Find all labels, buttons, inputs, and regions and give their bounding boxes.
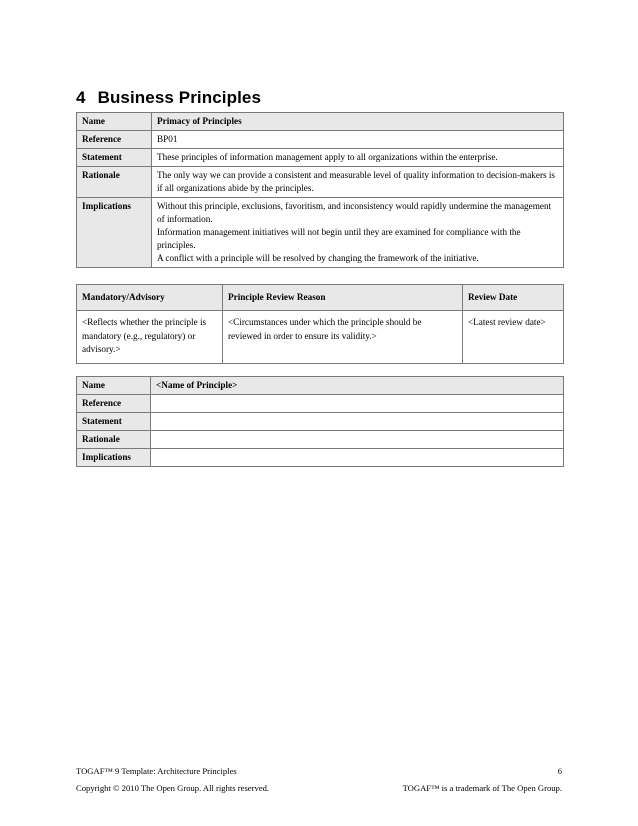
template-rationale-value <box>151 431 564 449</box>
template-name-value: <Name of Principle> <box>151 377 564 395</box>
header-review-date: Review Date <box>463 285 564 311</box>
template-statement-value <box>151 413 564 431</box>
table-row <box>77 131 564 149</box>
implications-label: Implications <box>77 198 152 268</box>
table-row <box>77 149 564 167</box>
template-statement-label: Statement <box>77 413 151 431</box>
table-row <box>77 198 564 268</box>
header-mandatory-advisory: Mandatory/Advisory <box>77 285 223 311</box>
template-implications-value <box>151 449 564 467</box>
review-reason-value: <Circumstances under which the principle should be reviewed in order to ensure its validity.> <box>223 311 463 364</box>
page-number: 6 <box>557 766 562 776</box>
principle-table <box>76 112 564 268</box>
footer-copyright: Copyright © 2010 The Open Group. All rights reserved. <box>76 783 270 793</box>
table-row <box>77 167 564 198</box>
template-reference-value <box>151 395 564 413</box>
template-rationale-label: Rationale <box>77 431 151 449</box>
name-label: Name <box>77 113 152 131</box>
statement-label: Statement <box>77 149 152 167</box>
rationale-value: The only way we can provide a consistent and measurable level of quality information to decision-makers is if all organizations abide by the principles. <box>152 167 564 198</box>
reference-value: BP01 <box>152 131 564 149</box>
implications-value <box>152 198 564 268</box>
footer-title: TOGAF™ 9 Template: Architecture Principles <box>76 766 237 776</box>
table-row <box>77 413 564 431</box>
table-row <box>77 311 564 364</box>
table-row <box>77 395 564 413</box>
reference-label: Reference <box>77 131 152 149</box>
review-date-value: <Latest review date> <box>463 311 564 364</box>
template-implications-label: Implications <box>77 449 151 467</box>
footer-trademark: TOGAF™ is a trademark of The Open Group. <box>402 783 562 793</box>
name-value: Primacy of Principles <box>152 113 564 131</box>
template-table <box>76 376 564 467</box>
review-table <box>76 284 564 364</box>
template-name-label: Name <box>77 377 151 395</box>
section-number: 4 <box>76 88 86 107</box>
implication-item: Information management initiatives will not begin until they are examined for compliance with the principles. <box>157 227 521 250</box>
implication-item: A conflict with a principle will be resolved by changing the framework of the initiative. <box>157 253 479 263</box>
table-row <box>77 449 564 467</box>
table-row <box>77 377 564 395</box>
rationale-label: Rationale <box>77 167 152 198</box>
table-row <box>77 113 564 131</box>
section-title: Business Principles <box>97 88 262 107</box>
implication-item: Without this principle, exclusions, favoritism, and inconsistency would rapidly undermine the management of information. <box>157 201 552 224</box>
section-heading <box>76 88 261 108</box>
header-review-reason: Principle Review Reason <box>223 285 463 311</box>
mandatory-advisory-value: <Reflects whether the principle is mandatory (e.g., regulatory) or advisory.> <box>77 311 223 364</box>
table-row <box>77 431 564 449</box>
table-header-row <box>77 285 564 311</box>
template-reference-label: Reference <box>77 395 151 413</box>
statement-value: These principles of information management apply to all organizations within the enterprise. <box>152 149 564 167</box>
